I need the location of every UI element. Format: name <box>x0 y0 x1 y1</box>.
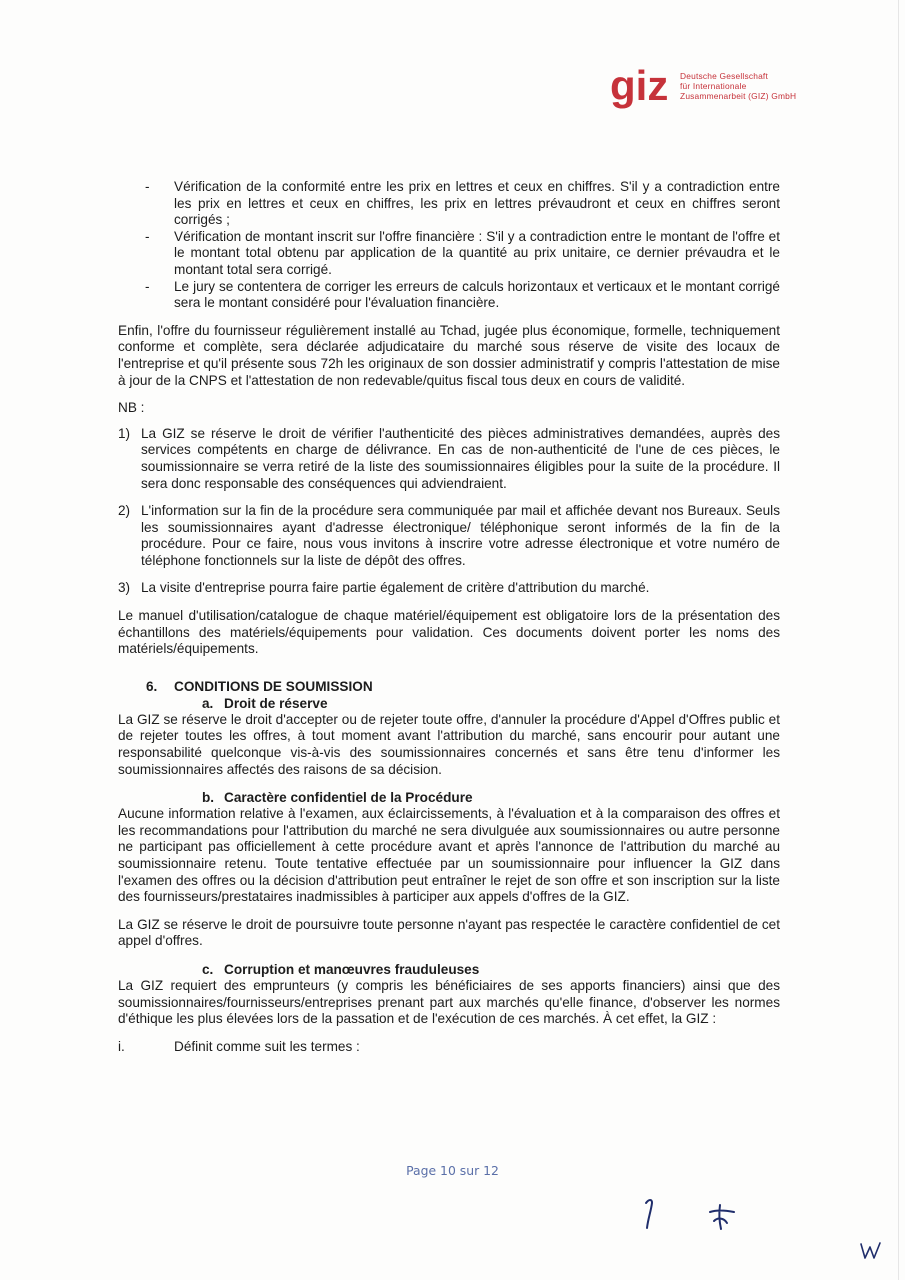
nb-list <box>118 426 780 597</box>
paragraph-droit-reserve: La GIZ se réserve le droit d'accepter ou de rejeter toute offre, d'annuler la procédure d'Appel d'Offres public et de rejeter toutes les offres, à tout moment avant l'attribution du marché, sans encourir pour autant une responsabilité quelconque vis-à-vis des soumissionnaires concernés et sans être tenu d'informer les soumissionnaires affectés des raisons de sa décision. <box>118 711 780 777</box>
nb-item: 1) La GIZ se réserve le droit de vérifier l'authenticité des pièces administratives demandées, auprès des services compétents en charge de délivrance. En cas de non-authenticité de l'une de ces pièces, le soumissionnaire se verra retiré de la liste des soumissionnaires éligibles pour la suite de la procédure. Il sera donc responsable des conséquences qui adviendraient. <box>118 425 780 491</box>
page-edge <box>898 0 899 1280</box>
paragraph-corruption: La GIZ requiert des emprunteurs (y compris les bénéficiaires de ses apports financiers) ainsi que des soumissionnaires/fournisseurs/entreprises prenant part aux marchés qu'elle finance, d'observer les normes d'éthique les plus élevées lors de la passation et de l'exécution de ces marchés. À cet effet, la GIZ : <box>118 977 780 1027</box>
subsection-heading-a: a. Droit de réserve <box>202 695 328 711</box>
giz-logo-mark <box>610 60 674 120</box>
list-item: - Le jury se contentera de corriger les erreurs de calculs horizontaux et verticaux et le montant corrigé sera le montant considéré pour l'évaluation financière. <box>145 278 780 311</box>
page-footer: Page 10 sur 12 <box>406 1163 499 1178</box>
giz-logo <box>610 60 810 120</box>
subsection-heading-b: b. Caractère confidentiel de la Procédure <box>202 790 473 806</box>
document-body <box>118 179 780 1055</box>
verification-list <box>118 179 780 312</box>
subsection-heading-c: c. Corruption et manœuvres frauduleuses <box>202 961 480 977</box>
handwritten-initial-2 <box>704 1202 738 1232</box>
dash-bullet: - <box>145 179 150 194</box>
section-heading <box>118 678 780 695</box>
dash-bullet: - <box>145 278 150 294</box>
roman-item: i. Définit comme suit les termes : <box>118 1038 360 1054</box>
nb-item: 2) L'information sur la fin de la procédure sera communiquée par mail et affichée devant nos Bureaux. Seuls les soumissionnaires ayant d'adresse électronique/ téléphonique seront informés de la fin de la procédure. Pour ce faire, nous vous invitons à inscrire votre adresse électronique et votre numéro de téléphone fonctionnels sur la liste de dépôt des offres. <box>118 503 780 568</box>
logo-line: Deutsche Gesellschaft <box>680 71 768 81</box>
paragraph-enfin: Enfin, l'offre du fournisseur régulièrement installé au Tchad, jugée plus économique, formelle, techniquement conforme et complète, sera déclarée adjudicataire du marché sous réserve de visite des locaux de l'entreprise et qu'il présente sous 72h les originaux de son dossier administratif y compris l'attestation de mise à jour de la CNPS et l'attestation de non redevable/quitus fiscal tous deux en cours de validité. <box>118 322 780 388</box>
paragraph-poursuite: La GIZ se réserve le droit de poursuivre toute personne n'ayant pas respectée le caractère confidentiel de cet appel d'offres. <box>118 916 780 949</box>
paragraph-confidentiel: Aucune information relative à l'examen, aux éclaircissements, à l'évaluation et à la comparaison des offres et les recommandations pour l'attribution du marché ne sera divulguée aux soumissionnaires ou autre personne ne participant pas officiellement à cette procédure avant et après l'annonce de l'attribution du marché au soumissionnaire retenu. Toute tentative effectuée par un soumissionnaire pour influencer la GIZ dans l'examen des offres ou la décision d'attribution peut entraîner le rejet de son offre et son inscription sur la liste des fournisseurs/prestataires inadmissibles à participer aux appels d'offres de la GIZ. <box>118 806 780 905</box>
nb-number: 2) <box>118 503 131 519</box>
logo-line: Zusammenarbeit (GIZ) GmbH <box>680 91 797 101</box>
roman-number: i. <box>118 1038 125 1054</box>
handwritten-initial-3 <box>858 1240 884 1262</box>
nb-number: 3) <box>118 580 131 596</box>
svg-text:giz: giz <box>610 62 669 109</box>
nb-number: 1) <box>118 425 131 441</box>
list-item: - Vérification de la conformité entre les prix en lettres et ceux en chiffres. S'il y a contradiction entre les prix en lettres et ceux en chiffres, les prix en lettres prévaudront et ceux en chiffres seront corrigés ; <box>145 179 780 228</box>
section-number: 6. <box>146 678 158 694</box>
nb-label: NB : <box>118 400 145 416</box>
section-title: CONDITIONS DE SOUMISSION <box>174 678 373 694</box>
dash-bullet: - <box>145 228 150 244</box>
list-item: - Vérification de montant inscrit sur l'offre financière : S'il y a contradiction entre le montant de l'offre et le montant total obtenu par application de la quantité au prix unitaire, ce dernier prévaudra et le montant total sera corrigé. <box>145 228 780 277</box>
paragraph-manuel: Le manuel d'utilisation/catalogue de chaque matériel/équipement est obligatoire lors de la présentation des échantillons des matériels/équipements pour validation. Ces documents doivent porter les noms des matériels/équipements. <box>118 608 780 657</box>
handwritten-initial-1 <box>640 1195 660 1231</box>
logo-line: für Internationale <box>680 81 747 91</box>
nb-item: 3) La visite d'entreprise pourra faire partie également de critère d'attribution du marché. <box>118 580 650 596</box>
giz-logo-text <box>680 71 796 101</box>
